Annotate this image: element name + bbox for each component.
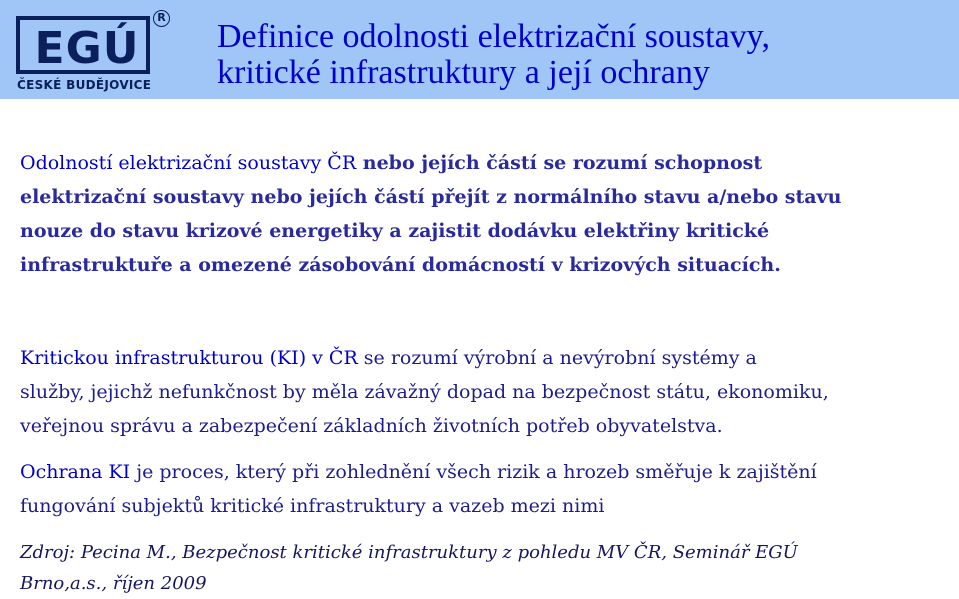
header-bar [0, 0, 959, 99]
ki-lead: Kritickou infrastrukturou (KI) v ČR [20, 347, 358, 369]
logo-frame [16, 16, 150, 74]
page-title [217, 19, 947, 91]
protection-line-1 [20, 455, 950, 489]
resilience-definition [20, 146, 950, 282]
title-line-1: Definice odolnosti elektrizační soustavy, [217, 18, 770, 55]
source-line-1: Zdroj: Pecina M., Bezpečnost kritické infrastruktury z pohledu MV ČR, Seminář EGÚ [20, 542, 798, 563]
registered-mark-icon: R [153, 10, 170, 27]
protection-lead: Ochrana KI [20, 461, 131, 483]
resilience-text-1: nebo jejích částí se rozumí schopnost [356, 152, 763, 174]
resilience-lead: Odolností elektrizační soustavy ČR [20, 152, 357, 174]
logo-subtitle: ČESKÉ BUDĚJOVICE [17, 78, 152, 92]
ki-line-3: veřejnou správu a zabezpečení základních životních potřeb obyvatelstva. [20, 415, 723, 437]
logo-word: EGÚ [34, 23, 140, 74]
ki-protection-definition [20, 455, 950, 523]
ki-line-2: služby, jejichž nefunkčnost by měla závažný dopad na bezpečnost státu, ekonomiku, [20, 381, 829, 403]
source-citation [20, 537, 950, 599]
critical-infrastructure-definition [20, 341, 950, 443]
ki-line-1 [20, 341, 950, 375]
protection-text-1: je proces, který při zohlednění všech rizik a hrozeb směřuje k zajištění [130, 461, 817, 483]
source-line-2: Brno,a.s., říjen 2009 [20, 573, 207, 594]
resilience-line-4: infrastruktuře a omezené zásobování domácností v krizových situacích. [20, 254, 781, 276]
egu-logo [16, 11, 166, 96]
protection-line-2: fungování subjektů kritické infrastruktury a vazeb mezi nimi [20, 495, 605, 517]
ki-text-1: se rozumí výrobní a nevýrobní systémy a [357, 347, 757, 369]
resilience-line-2: elektrizační soustavy nebo jejích částí přejít z normálního stavu a/nebo stavu [20, 186, 842, 208]
resilience-line-3: nouze do stavu krizové energetiky a zajistit dodávku elektřiny kritické [20, 220, 770, 242]
title-line-2: kritické infrastruktury a její ochrany [217, 54, 710, 91]
resilience-line-1 [20, 146, 950, 180]
